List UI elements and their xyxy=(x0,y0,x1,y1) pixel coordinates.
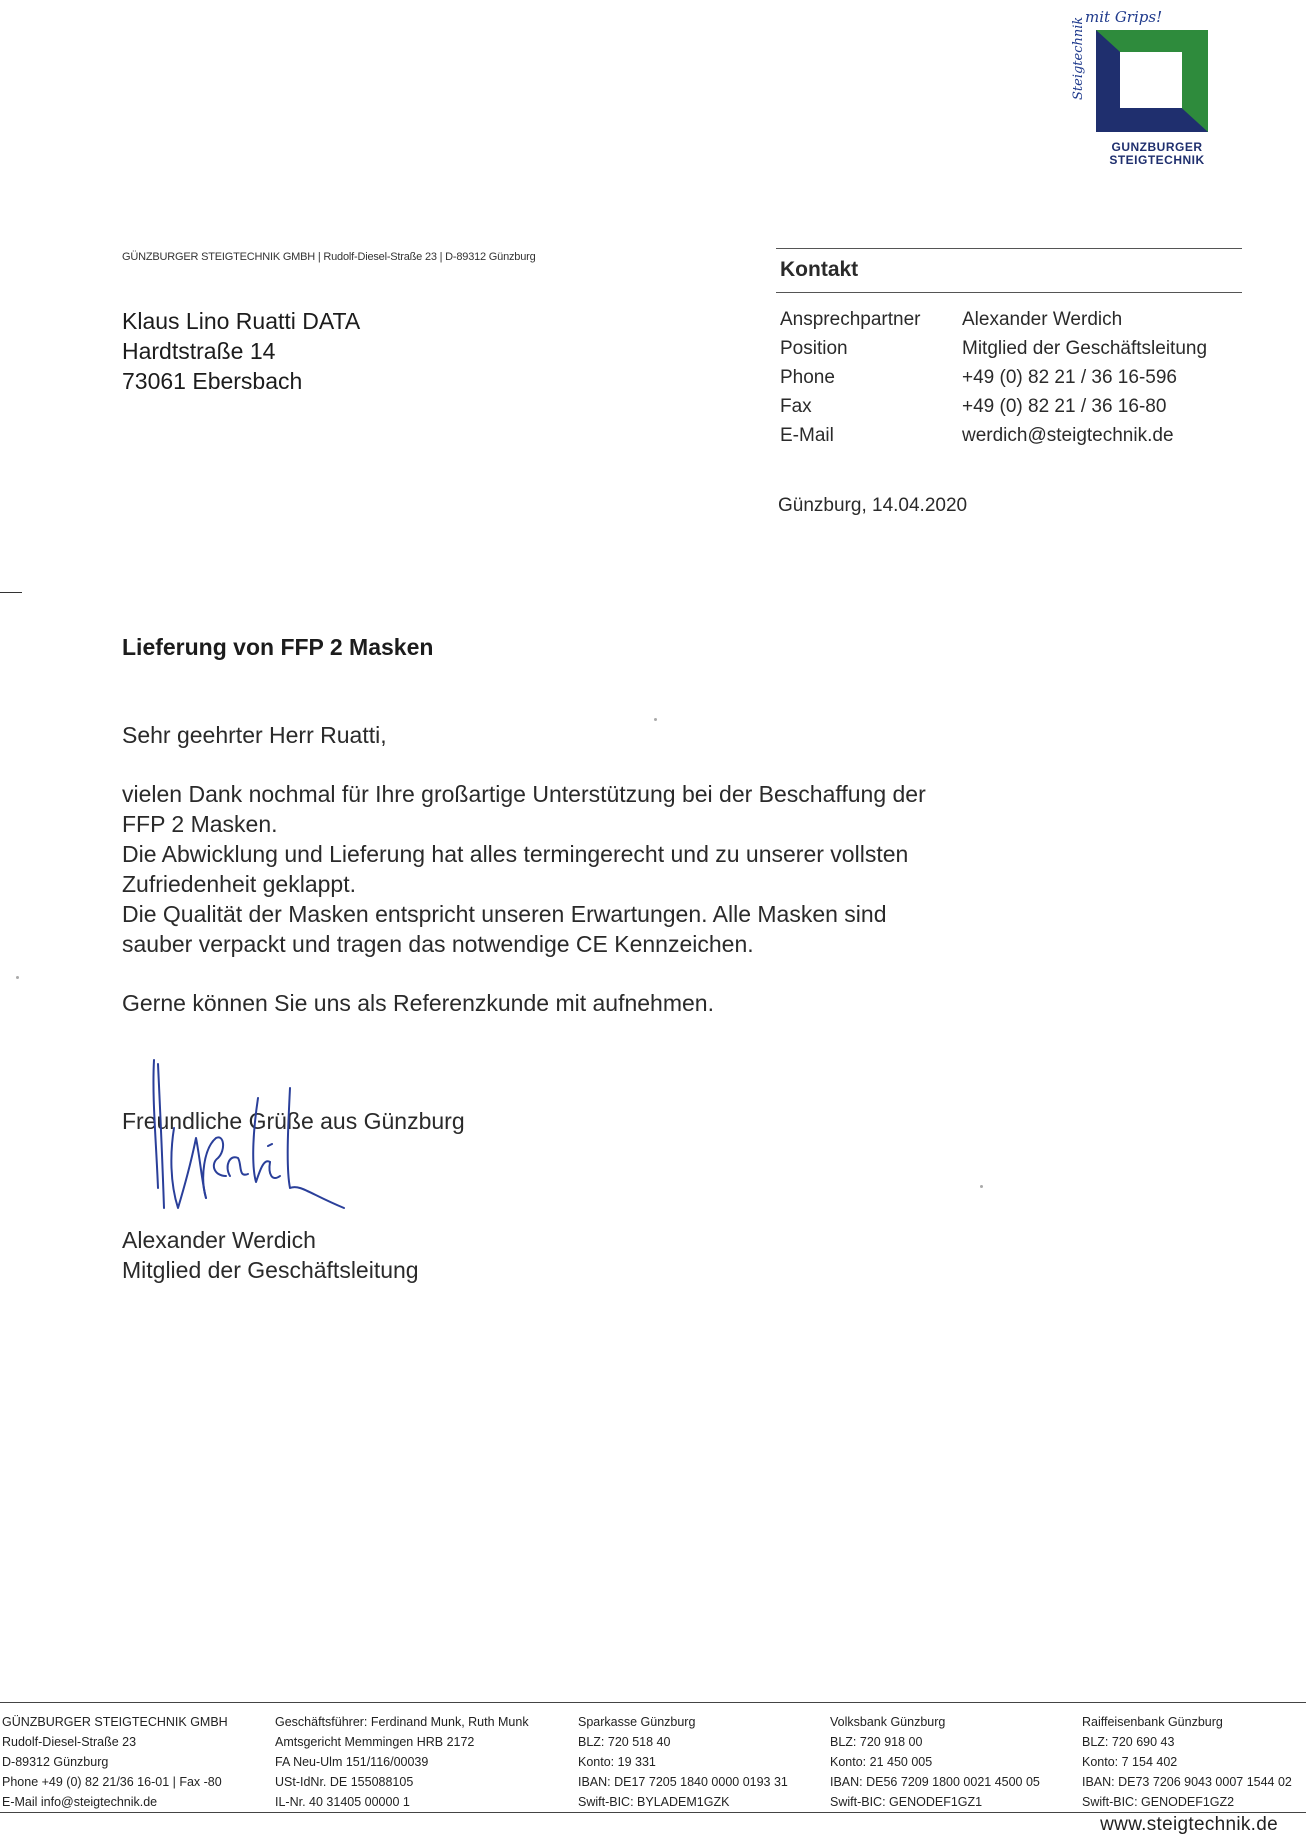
footer-line: Volksbank Günzburg xyxy=(830,1715,946,1729)
handwritten-signature xyxy=(140,1058,360,1238)
contact-email[interactable]: werdich@steigtechnik.de xyxy=(962,425,1174,446)
footer-website-link[interactable]: www.steigtechnik.de xyxy=(1100,1814,1278,1835)
scan-speck xyxy=(980,1185,983,1188)
body-line: Zufriedenheit geklappt. xyxy=(122,871,356,897)
logo-vertical-text: Steigtechnik xyxy=(1071,16,1086,100)
recipient-name: Klaus Lino Ruatti DATA xyxy=(122,308,361,334)
footer-line: BLZ: 720 690 43 xyxy=(1082,1735,1175,1749)
footer-line: IL-Nr. 40 31405 00000 1 xyxy=(275,1795,410,1809)
footer-bank-column xyxy=(578,1712,788,1812)
footer-line: Swift-BIC: BYLADEM1GZK xyxy=(578,1795,730,1809)
logo-name-line1: GUNZBURGER xyxy=(1111,140,1203,154)
footer-line: BLZ: 720 918 00 xyxy=(830,1735,923,1749)
contact-value: Alexander Werdich xyxy=(962,309,1123,330)
footer-line: Swift-BIC: GENODEF1GZ2 xyxy=(1082,1795,1235,1809)
logo-name xyxy=(1082,141,1232,167)
closing: Freundliche Grüße aus Günzburg xyxy=(122,1108,465,1134)
recipient-street: Hardtstraße 14 xyxy=(122,338,276,364)
logo-name-line2: STEIGTECHNIK xyxy=(1109,153,1205,167)
fold-mark xyxy=(0,592,22,593)
contact-value: +49 (0) 82 21 / 36 16-80 xyxy=(962,396,1167,417)
footer-line: IBAN: DE17 7205 1840 0000 0193 31 xyxy=(578,1775,788,1789)
sender-line: GÜNZBURGER STEIGTECHNIK GMBH | Rudolf-Diesel-Straße 23 | D-89312 Günzburg xyxy=(122,251,536,263)
footer-top-rule xyxy=(0,1702,1306,1703)
contact-title: Kontakt xyxy=(780,258,859,281)
contact-value: Mitglied der Geschäftsleitung xyxy=(962,338,1208,359)
footer-line: Amtsgericht Memmingen HRB 2172 xyxy=(275,1735,475,1749)
footer-line: Swift-BIC: GENODEF1GZ1 xyxy=(830,1795,983,1809)
contact-label: Ansprechpartner xyxy=(780,309,921,330)
footer-bottom-rule xyxy=(0,1812,1306,1813)
footer-line: Rudolf-Diesel-Straße 23 xyxy=(2,1735,137,1749)
contact-label: Fax xyxy=(780,396,812,417)
signatory-name: Alexander Werdich xyxy=(122,1227,316,1253)
signatory-title: Mitglied der Geschäftsleitung xyxy=(122,1257,419,1283)
letter-subject: Lieferung von FFP 2 Masken xyxy=(122,634,434,660)
footer-line: GÜNZBURGER STEIGTECHNIK GMBH xyxy=(2,1715,228,1729)
footer-bank-column xyxy=(830,1712,1040,1812)
footer-line: Phone +49 (0) 82 21/36 16-01 | Fax -80 xyxy=(2,1775,222,1789)
contact-label: E-Mail xyxy=(780,425,834,446)
footer-line: BLZ: 720 518 40 xyxy=(578,1735,671,1749)
footer-bank-column xyxy=(1082,1712,1304,1812)
scan-speck xyxy=(654,718,657,721)
footer-management-column xyxy=(275,1712,529,1812)
footer-company-column xyxy=(2,1712,228,1812)
contact-top-rule xyxy=(776,248,1242,249)
footer-line: Konto: 7 154 402 xyxy=(1082,1755,1178,1769)
body-line: sauber verpackt und tragen das notwendige CE Kennzeichen. xyxy=(122,931,754,957)
place-date: Günzburg, 14.04.2020 xyxy=(778,495,968,516)
reference-line: Gerne können Sie uns als Referenzkunde mit aufnehmen. xyxy=(122,990,714,1016)
footer-line: Konto: 21 450 005 xyxy=(830,1755,933,1769)
footer-line: Konto: 19 331 xyxy=(578,1755,656,1769)
logo-tagline: mit Grips! xyxy=(1085,8,1163,26)
scan-speck xyxy=(16,976,19,979)
contact-label: Position xyxy=(780,338,848,359)
contact-value: +49 (0) 82 21 / 36 16-596 xyxy=(962,367,1177,388)
footer-line: FA Neu-Ulm 151/116/00039 xyxy=(275,1755,429,1769)
footer-line: USt-IdNr. DE 155088105 xyxy=(275,1775,414,1789)
body-line: vielen Dank nochmal für Ihre großartige Unterstützung bei der Beschaffung der xyxy=(122,781,926,807)
footer-email[interactable]: E-Mail info@steigtechnik.de xyxy=(2,1795,158,1809)
footer-line: D-89312 Günzburg xyxy=(2,1755,109,1769)
recipient-city: 73061 Ebersbach xyxy=(122,368,303,394)
body-line: Die Abwicklung und Lieferung hat alles termingerecht und zu unserer vollsten xyxy=(122,841,909,867)
footer-line: IBAN: DE73 7206 9043 0007 1544 02 xyxy=(1082,1775,1292,1789)
salutation: Sehr geehrter Herr Ruatti, xyxy=(122,722,387,748)
contact-title-rule xyxy=(776,292,1242,293)
footer-line: Sparkasse Günzburg xyxy=(578,1715,696,1729)
signatory-block xyxy=(122,1225,419,1285)
footer-line: Raiffeisenbank Günzburg xyxy=(1082,1715,1223,1729)
body-line: Die Qualität der Masken entspricht unseren Erwartungen. Alle Masken sind xyxy=(122,901,887,927)
contact-label: Phone xyxy=(780,367,835,388)
footer-line: IBAN: DE56 7209 1800 0021 4500 05 xyxy=(830,1775,1040,1789)
recipient-address xyxy=(122,306,360,396)
body-line: FFP 2 Masken. xyxy=(122,811,278,837)
footer-line: Geschäftsführer: Ferdinand Munk, Ruth Munk xyxy=(275,1715,529,1729)
